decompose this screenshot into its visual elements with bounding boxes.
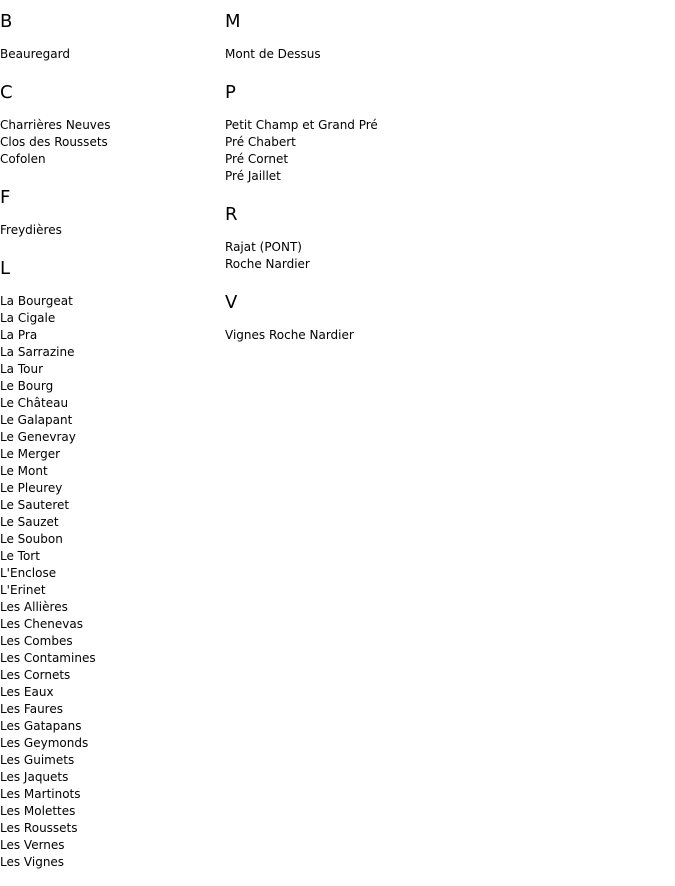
place-name-item: La Sarrazine: [0, 345, 75, 359]
place-name-item: Le Pleurey: [0, 481, 63, 495]
place-name-item: Le Bourg: [0, 379, 54, 393]
place-name-item: Le Galapant: [0, 413, 73, 427]
place-name-item: Freydières: [0, 223, 62, 237]
letter-section-c: [0, 82, 225, 168]
place-name-item: Les Chenevas: [0, 617, 83, 631]
place-name-item: Beauregard: [0, 47, 70, 61]
place-name-item: Mont de Dessus: [225, 47, 321, 61]
section-letter-heading: M: [225, 11, 241, 32]
letter-section-v: [225, 292, 665, 344]
right-column: [225, 0, 665, 344]
place-name-item: Vignes Roche Nardier: [225, 328, 354, 342]
place-list: [0, 293, 225, 871]
place-name-item: Rajat (PONT): [225, 240, 302, 254]
section-letter-heading: B: [0, 11, 13, 32]
section-letter-heading: P: [225, 82, 236, 103]
place-name-item: Charrières Neuves: [0, 118, 111, 132]
place-name-item: Pré Cornet: [225, 152, 289, 166]
letter-section-l: [0, 258, 225, 871]
letter-section-f: [0, 187, 225, 239]
letter-section-b: [0, 11, 225, 63]
place-name-item: Clos des Roussets: [0, 135, 108, 149]
place-name-item: La Bourgeat: [0, 294, 73, 308]
place-name-item: Petit Champ et Grand Pré: [225, 118, 378, 132]
place-name-item: L'Erinet: [0, 583, 46, 597]
letter-section-p: [225, 82, 665, 185]
place-name-item: Le Mont: [0, 464, 48, 478]
place-name-item: Les Vernes: [0, 838, 65, 852]
place-list: [0, 46, 225, 63]
place-name-item: La Tour: [0, 362, 44, 376]
place-name-item: Le Sauteret: [0, 498, 70, 512]
section-letter-heading: L: [0, 258, 11, 279]
place-name-item: Les Eaux: [0, 685, 54, 699]
place-name-item: Les Faures: [0, 702, 63, 716]
place-list: [225, 327, 665, 344]
place-name-item: Le Château: [0, 396, 69, 410]
place-list: [225, 239, 665, 273]
left-column: [0, 0, 225, 871]
place-name-item: Les Molettes: [0, 804, 76, 818]
place-name-item: Le Genevray: [0, 430, 76, 444]
section-letter-heading: R: [225, 204, 238, 225]
letter-section-m: [225, 11, 665, 63]
place-list: [225, 117, 665, 185]
place-name-item: Les Jaquets: [0, 770, 69, 784]
place-name-item: Les Cornets: [0, 668, 71, 682]
section-letter-heading: C: [0, 82, 13, 103]
place-name-item: Pré Jaillet: [225, 169, 281, 183]
place-name-item: Les Contamines: [0, 651, 96, 665]
place-name-item: Les Combes: [0, 634, 73, 648]
place-name-item: L'Enclose: [0, 566, 57, 580]
place-name-item: La Pra: [0, 328, 38, 342]
place-list: [225, 46, 665, 63]
place-name-item: Cofolen: [0, 152, 46, 166]
place-list: [0, 222, 225, 239]
place-name-item: Pré Chabert: [225, 135, 296, 149]
place-name-item: La Cigale: [0, 311, 56, 325]
place-name-item: Les Allières: [0, 600, 68, 614]
place-list: [0, 117, 225, 168]
place-name-item: Les Gatapans: [0, 719, 82, 733]
place-name-item: Le Merger: [0, 447, 61, 461]
section-letter-heading: V: [225, 292, 238, 313]
place-name-item: Les Roussets: [0, 821, 78, 835]
place-name-item: Les Guimets: [0, 753, 75, 767]
place-name-item: Les Vignes: [0, 855, 65, 869]
place-name-item: Les Geymonds: [0, 736, 89, 750]
place-name-item: Le Tort: [0, 549, 40, 563]
place-name-item: Roche Nardier: [225, 257, 310, 271]
letter-section-r: [225, 204, 665, 273]
place-name-item: Le Sauzet: [0, 515, 59, 529]
place-name-item: Le Soubon: [0, 532, 63, 546]
section-letter-heading: F: [0, 187, 11, 208]
place-name-item: Les Martinots: [0, 787, 81, 801]
